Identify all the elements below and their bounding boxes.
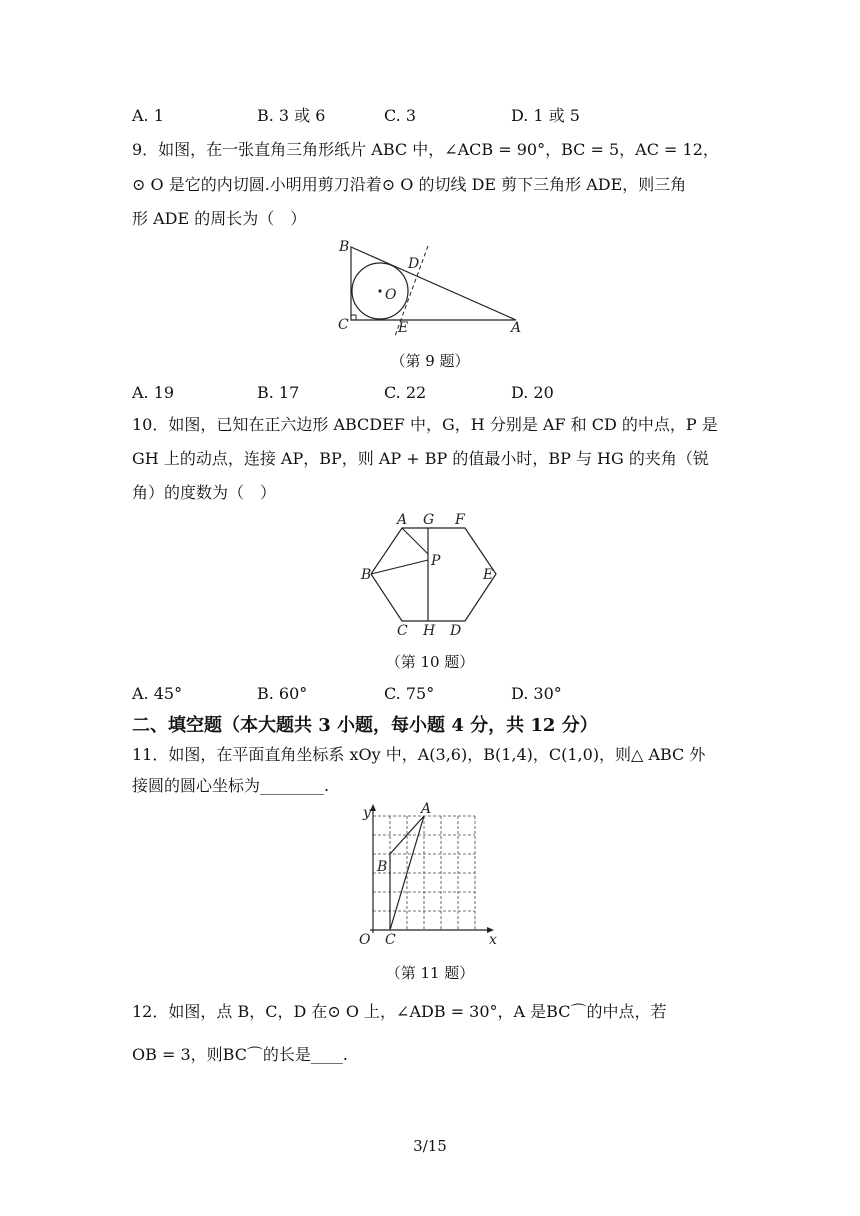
q11-caption: （第 11 题） <box>385 964 475 982</box>
q10-hexagon <box>371 528 496 621</box>
q11-grid <box>373 816 475 930</box>
q9-option-c: C. 22 <box>384 383 427 402</box>
q10-text-line-2: GH 上的动点，连接 AP，BP，则 AP + BP 的值最小时，BP 与 HG 的夹角（锐 <box>132 449 709 468</box>
q10-label-h: H <box>423 623 436 639</box>
q9-right-angle-mark <box>351 315 356 320</box>
q12-text-line-1: 12．如图，点 B，C，D 在⊙ O 上，∠ADB = 30°，A 是BC⌒的中点，若 <box>132 1002 667 1021</box>
q9-label-a: A <box>511 320 522 336</box>
q10-segment-ap <box>402 528 428 554</box>
q10-label-g: G <box>423 512 435 528</box>
q10-option-c: C. 75° <box>384 684 435 703</box>
section-2-heading: 二、填空题（本大题共 3 小题，每小题 4 分，共 12 分） <box>132 715 598 736</box>
q11-label-a: A <box>421 801 432 817</box>
q12-text-line-2: OB = 3，则BC⌒的长是____. <box>132 1045 349 1064</box>
q9-label-o: O <box>385 287 397 303</box>
q9-center-dot <box>378 289 381 292</box>
q9-label-c: C <box>338 317 349 333</box>
q11-label-o: O <box>359 932 371 948</box>
q10-label-a: A <box>397 512 408 528</box>
q9-caption: （第 9 题） <box>390 352 470 370</box>
q10-text-line-1: 10．如图，已知在正六边形 ABCDEF 中，G，H 分别是 AF 和 CD 的中点，P 是 <box>132 415 718 434</box>
q10-option-d: D. 30° <box>511 684 562 703</box>
q10-label-d: D <box>450 623 462 639</box>
q8-option-a: A. 1 <box>132 106 164 125</box>
q10-label-e: E <box>483 567 494 583</box>
q10-label-c: C <box>397 623 408 639</box>
page-number: 3/15 <box>413 1137 447 1155</box>
q11-label-y: y <box>363 805 371 821</box>
q11-label-c: C <box>385 932 396 948</box>
q10-text-line-3: 角）的度数为（ ） <box>132 483 277 502</box>
q10-label-b: B <box>361 567 372 583</box>
q11-figure <box>355 800 505 950</box>
q9-figure <box>330 232 540 340</box>
q11-label-b: B <box>377 859 388 875</box>
q11-label-x: x <box>489 932 497 948</box>
q11-text-line-2: 接圆的圆心坐标为________. <box>132 776 330 795</box>
q9-option-d: D. 20 <box>511 383 554 402</box>
q9-text-line-3: 形 ADE 的周长为（ ） <box>132 209 307 228</box>
q9-label-d: D <box>408 256 420 272</box>
q9-label-e: E <box>398 320 409 336</box>
q9-option-a: A. 19 <box>132 383 175 402</box>
q8-option-b: B. 3 或 6 <box>257 106 326 125</box>
q9-triangle <box>351 247 516 320</box>
q9-text-line-2: ⊙ O 是它的内切圆.小明用剪刀沿着⊙ O 的切线 DE 剪下三角形 ADE，则三角 <box>132 175 687 194</box>
q11-text-line-1: 11．如图，在平面直角坐标系 xOy 中，A(3,6)，B(1,4)，C(1,0)，则△ ABC 外 <box>132 745 706 764</box>
q9-label-b: B <box>339 239 350 255</box>
q10-option-a: A. 45° <box>132 684 183 703</box>
q9-text-line-1: 9．如图，在一张直角三角形纸片 ABC 中，∠ACB = 90°，BC = 5，AC = 12， <box>132 140 719 159</box>
q8-option-c: C. 3 <box>384 106 417 125</box>
q10-caption: （第 10 题） <box>385 653 475 671</box>
q10-label-f: F <box>455 512 465 528</box>
q10-option-b: B. 60° <box>257 684 308 703</box>
q9-option-b: B. 17 <box>257 383 300 402</box>
q10-figure <box>355 508 515 643</box>
q8-option-d: D. 1 或 5 <box>511 106 580 125</box>
q10-label-p: P <box>431 553 441 569</box>
